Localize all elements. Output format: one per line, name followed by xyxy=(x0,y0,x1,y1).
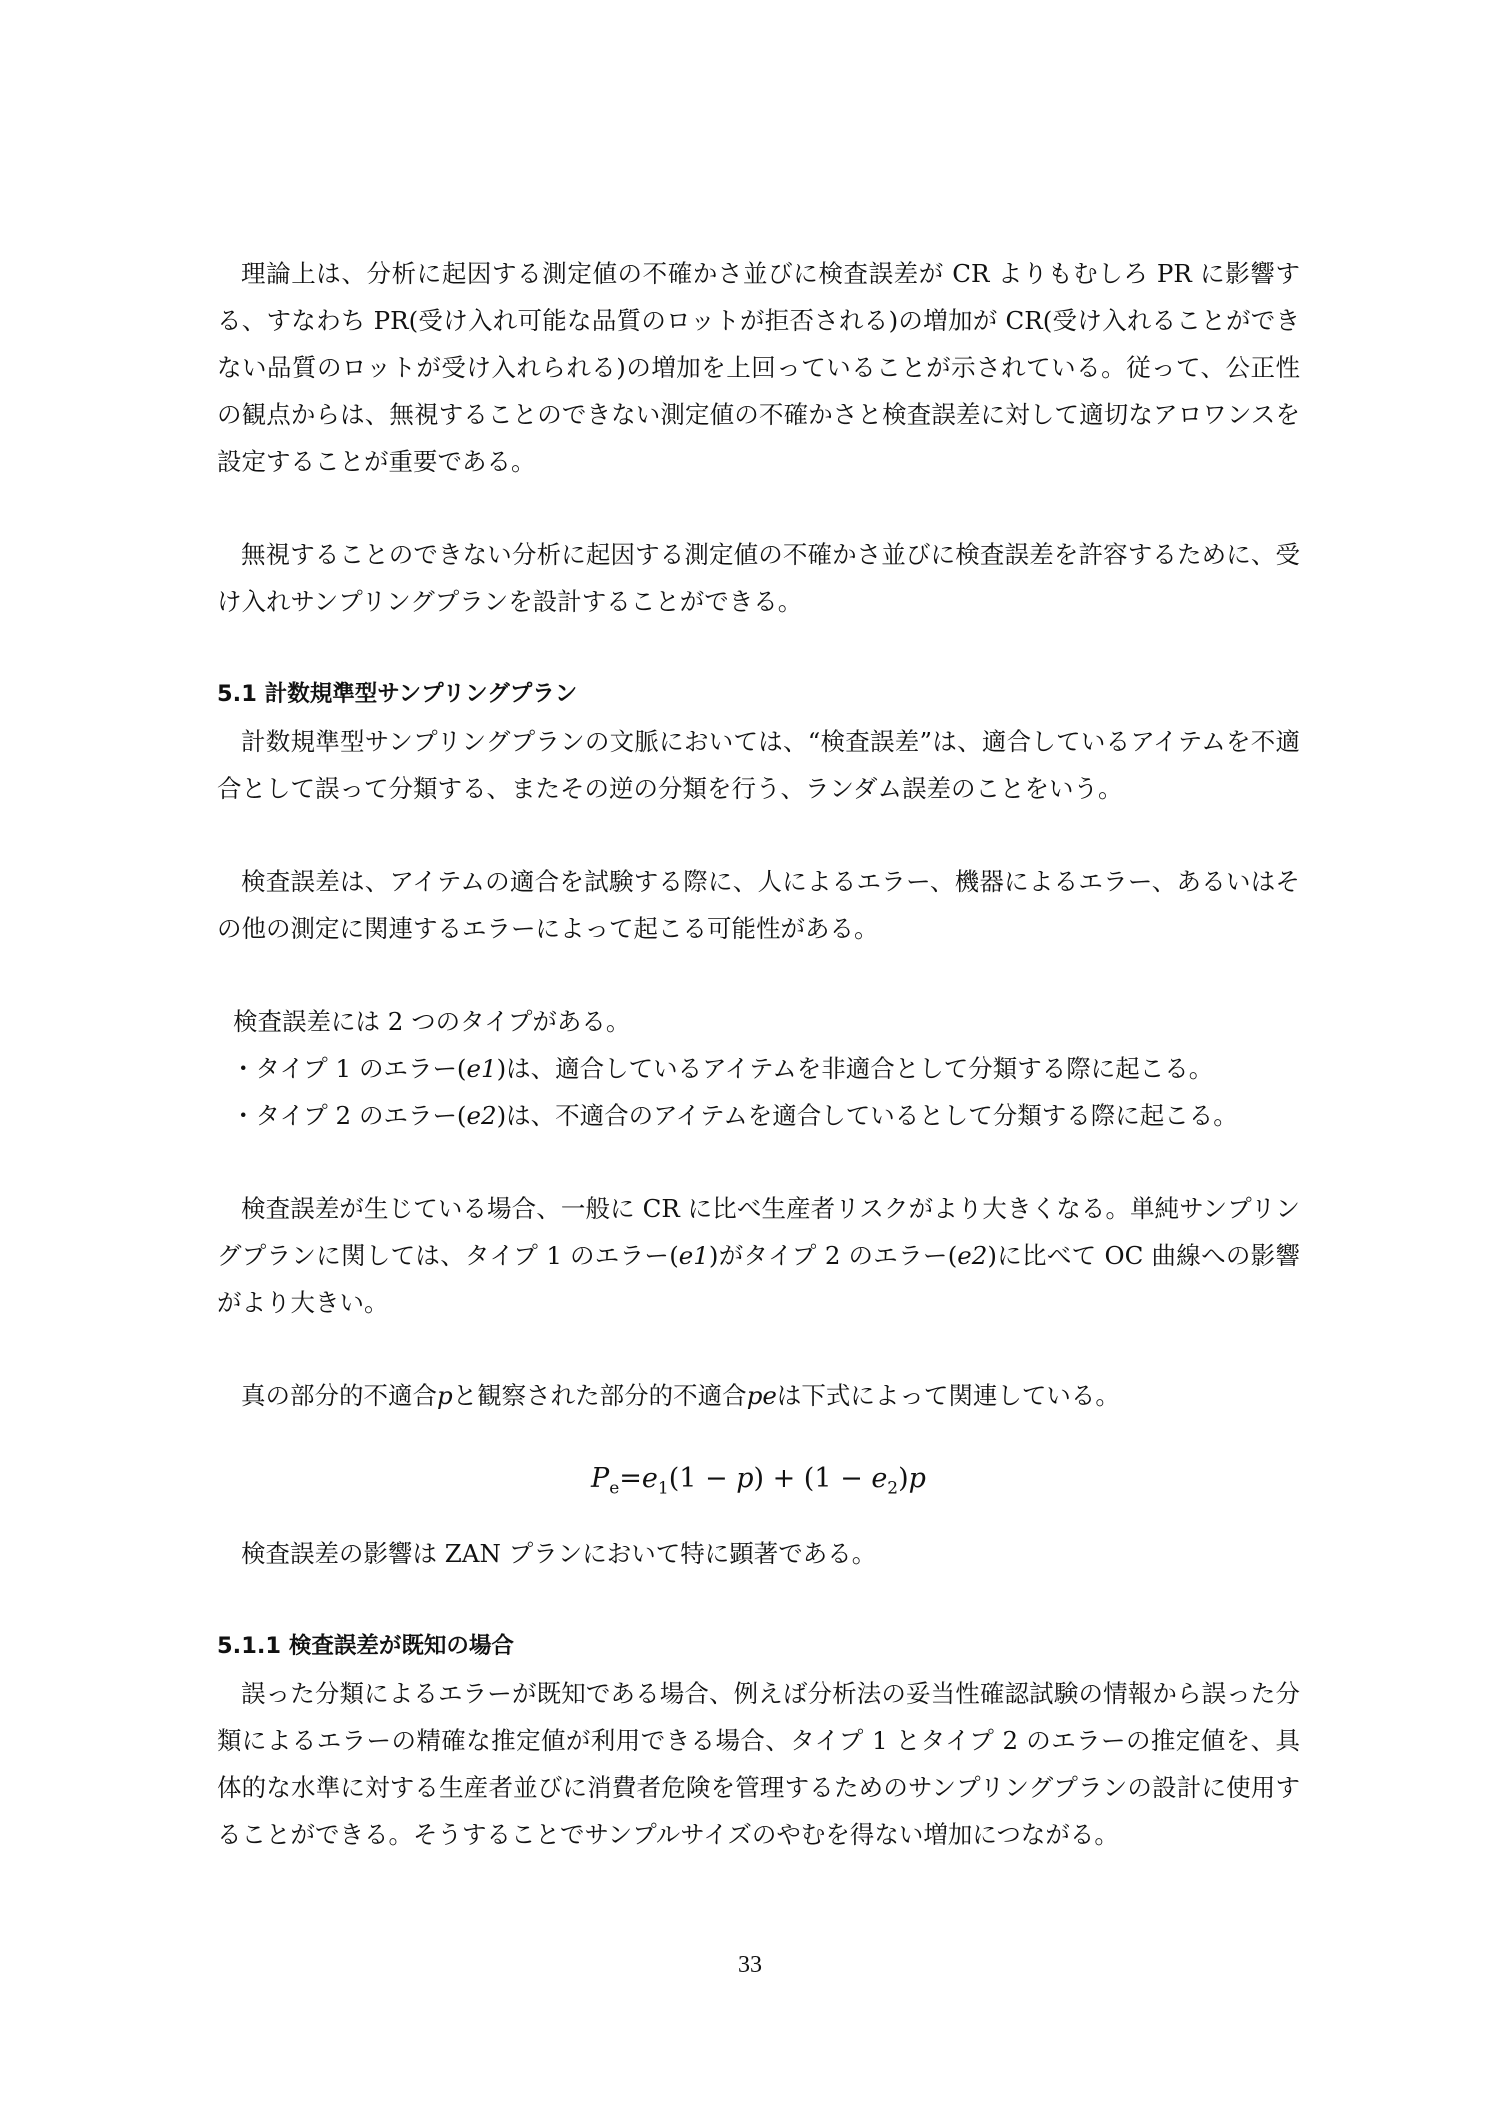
text-run: は下式によって関連している。 xyxy=(776,1381,1120,1410)
paragraph-5-1-5: 検査誤差の影響は ZAN プランにおいて特に顕著である。 xyxy=(241,1539,877,1569)
paragraph-intro-1: 理論上は、分析に起因する測定値の不確かさ並びに検査誤差が CR よりもむしろ PR に影響する、すなわち PR(受け入れ可能な品質のロットが拒否される)の増加が CR(受け入れることができない品質のロットが受け入れられる)の増加を上回っていることが示されている。従って、公正性の観点からは、無視することのできない測定値の不確かさと検査誤差に対して適切なアロワンスを設定することが重要である。 xyxy=(217,259,1300,476)
formula-e1: e xyxy=(641,1463,658,1494)
paragraph-intro-2: 無視することのできない分析に起因する測定値の不確かさ並びに検査誤差を許容するために、受け入れサンプリングプランを設計することができる。 xyxy=(217,540,1300,616)
page-number: 33 xyxy=(738,1952,762,1978)
bullet-text: ・タイプ 2 のエラー( xyxy=(231,1101,467,1130)
formula-lhs: P xyxy=(591,1463,610,1494)
error-types-intro: 検査誤差には 2 つのタイプがある。 xyxy=(233,1007,631,1036)
formula-equals: = xyxy=(619,1463,642,1494)
formula-sub-1: 1 xyxy=(657,1478,669,1499)
bullet-text: )は、不適合のアイテムを適合しているとして分類する際に起こる。 xyxy=(496,1101,1238,1130)
text-run: 真の部分的不適合 xyxy=(241,1381,437,1410)
formula-sub-2: 2 xyxy=(887,1478,899,1499)
text-run: と観察された部分的不適合 xyxy=(452,1381,747,1410)
variable-e2: e2 xyxy=(957,1241,988,1270)
bullet-type-2-error xyxy=(217,1092,1300,1139)
variable-e2: e2 xyxy=(466,1101,497,1130)
text-run: 検査誤差が生じている場合、一般に CR に比べ生産者リスクがより大きくなる。単純サンプリングプランに関しては、タイプ 1 のエラー( xyxy=(217,1194,1300,1270)
section-heading-5-1: 5.1 計数規準型サンプリングプラン xyxy=(217,681,578,707)
bullet-text: )は、適合しているアイテムを非適合として分類する際に起こる。 xyxy=(496,1054,1214,1083)
formula-p1: p xyxy=(736,1463,754,1494)
formula-lhs-sub: e xyxy=(609,1478,620,1499)
text-run: )に比べて OC 曲線への影響がより大きい。 xyxy=(217,1241,1300,1317)
section-heading-5-1-1: 5.1.1 検査誤差が既知の場合 xyxy=(217,1633,514,1660)
formula-mid: (1 − xyxy=(668,1463,737,1494)
variable-pe: pe xyxy=(746,1381,777,1410)
paragraph-5-1-1-1: 誤った分類によるエラーが既知である場合、例えば分析法の妥当性確認試験の情報から誤った分類によるエラーの精確な推定値が利用できる場合、タイプ 1 とタイプ 2 のエラーの推定値を、具体的な水準に対する生産者並びに消費者危険を管理するためのサンプリングプランの設計に使用することができる。そうすることでサンプルサイズのやむを得ない増加につながる。 xyxy=(217,1679,1300,1850)
formula-p2: p xyxy=(908,1463,926,1494)
paragraph-5-1-3 xyxy=(217,1185,1300,1326)
document-body xyxy=(217,250,1300,1858)
formula-end: ) xyxy=(898,1463,909,1494)
paragraph-5-1-1: 計数規準型サンプリングプランの文脈においては、“検査誤差”は、適合しているアイテムを不適合として誤って分類する、またその逆の分類を行う、ランダム誤差のことをいう。 xyxy=(217,727,1300,803)
error-formula xyxy=(217,1449,1300,1518)
text-run: )がタイプ 2 のエラー( xyxy=(708,1241,958,1270)
paragraph-5-1-2: 検査誤差は、アイテムの適合を試験する際に、人によるエラー、機器によるエラー、あるいはその他の測定に関連するエラーによって起こる可能性がある。 xyxy=(217,867,1300,943)
bullet-type-1-error xyxy=(217,1045,1300,1092)
variable-e1: e1 xyxy=(678,1241,709,1270)
formula-plus: ) + (1 − xyxy=(753,1463,872,1494)
variable-p: p xyxy=(437,1381,453,1410)
variable-e1: e1 xyxy=(466,1054,497,1083)
bullet-text: ・タイプ 1 のエラー( xyxy=(231,1054,467,1083)
formula-e2: e xyxy=(871,1463,888,1494)
paragraph-5-1-4 xyxy=(217,1372,1300,1419)
